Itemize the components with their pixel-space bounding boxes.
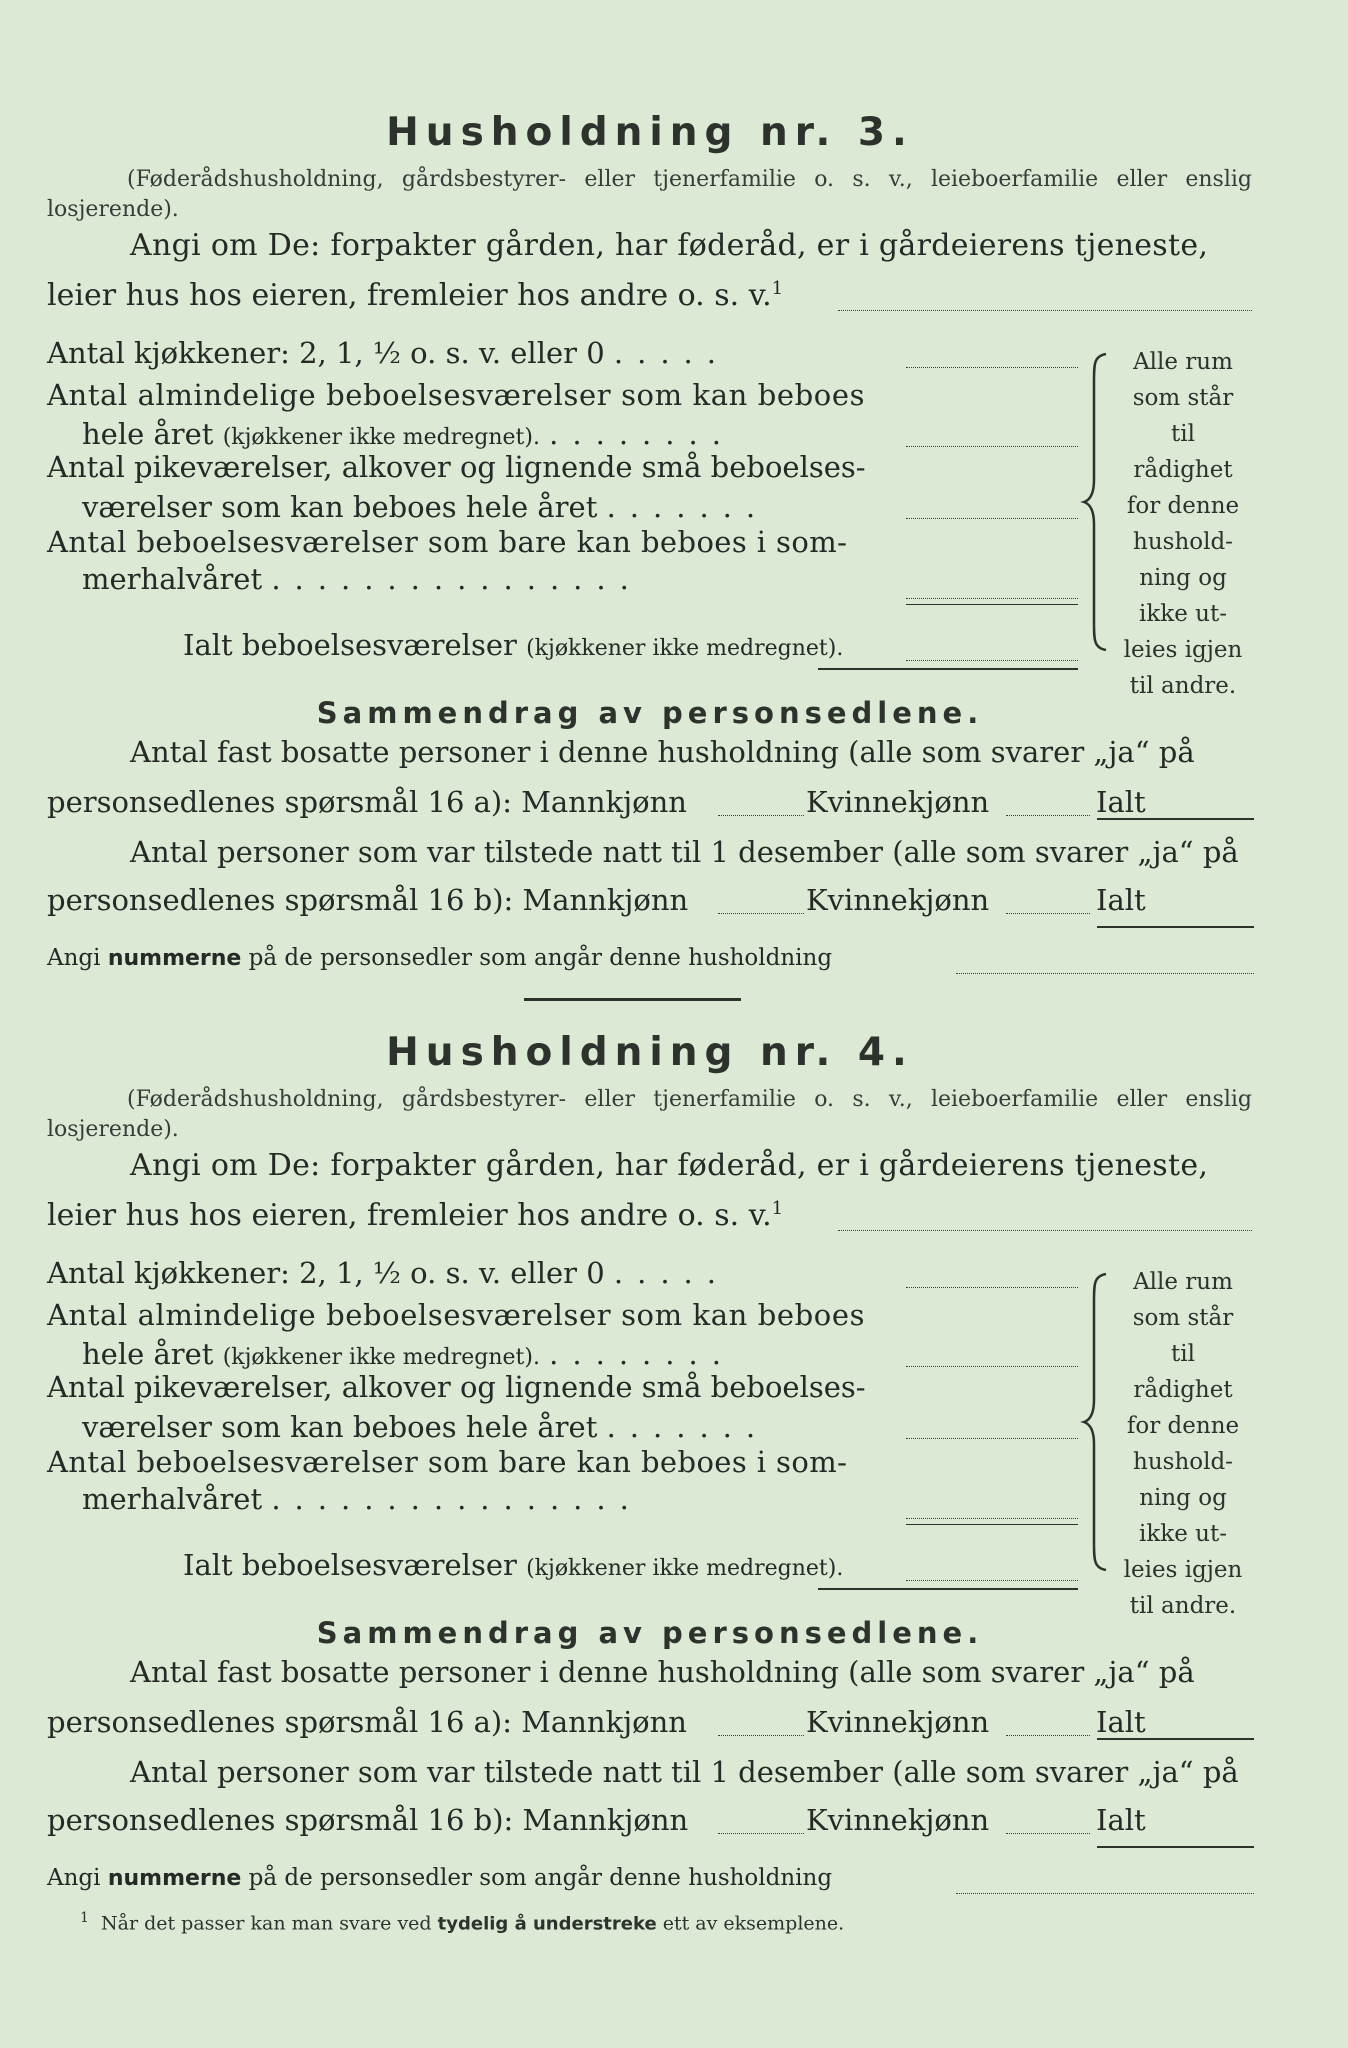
present-line-2: personsedlenes spørsmål 16 b): Mannkjønn bbox=[47, 1803, 689, 1837]
footnote-ref: 1 bbox=[771, 1198, 784, 1219]
present-female-label: Kvinnekjønn bbox=[806, 1803, 990, 1837]
side-note-line: hushold- bbox=[1133, 1449, 1233, 1475]
question-text: leier hus hos eieren, fremleier hos andre o. s. v. bbox=[47, 1198, 772, 1233]
sum-rule bbox=[906, 1524, 1078, 1525]
numbers-line bbox=[47, 1865, 832, 1891]
kitchens-field[interactable] bbox=[906, 367, 1078, 368]
arrangement-answer-field[interactable] bbox=[838, 310, 1252, 311]
present-total-label: Ialt bbox=[1096, 1803, 1146, 1837]
present-total-field[interactable] bbox=[1097, 926, 1254, 928]
footnote-prefix: Når det passer kan man svare ved bbox=[101, 1912, 432, 1935]
numbers-bold: nummerne bbox=[107, 1866, 242, 1891]
resident-total-label: Ialt bbox=[1096, 785, 1146, 819]
section-divider bbox=[524, 998, 741, 1001]
footnote-suffix: ett av eksemplene. bbox=[662, 1912, 845, 1935]
summer-rooms-line-1: Antal beboelsesværelser som bare kan beboes i som- bbox=[47, 525, 848, 559]
kitchens-field[interactable] bbox=[906, 1287, 1078, 1288]
side-note-line: hushold- bbox=[1133, 529, 1233, 555]
present-line-2: personsedlenes spørsmål 16 b): Mannkjønn bbox=[47, 883, 689, 917]
present-female-label: Kvinnekjønn bbox=[806, 883, 990, 917]
rooms-small: (kjøkkener ikke medregnet). bbox=[222, 425, 540, 450]
numbers-field[interactable] bbox=[956, 973, 1254, 974]
resident-total-label: Ialt bbox=[1096, 1705, 1146, 1739]
summer-rooms-field[interactable] bbox=[906, 598, 1078, 599]
household-title: Husholdning nr. 3. bbox=[386, 110, 914, 155]
summer-rooms-line-1: Antal beboelsesværelser som bare kan beboes i som- bbox=[47, 1445, 848, 1479]
question-text: leier hus hos eieren, fremleier hos andre o. s. v. bbox=[47, 278, 772, 313]
side-note bbox=[1118, 344, 1248, 704]
side-note-line: Alle rum bbox=[1133, 349, 1233, 375]
total-rooms-label bbox=[183, 628, 843, 662]
side-note-line: til andre. bbox=[1129, 673, 1237, 699]
numbers-suffix: på de personsedler som angår denne husholdning bbox=[248, 1865, 833, 1891]
numbers-prefix: Angi bbox=[47, 945, 101, 971]
side-note bbox=[1118, 1264, 1248, 1624]
side-note-line: som står til bbox=[1132, 1305, 1234, 1367]
resident-female-field[interactable] bbox=[1006, 1735, 1090, 1736]
resident-line-2: personsedlenes spørsmål 16 a): Mannkjønn bbox=[47, 1705, 687, 1739]
numbers-suffix: på de personsedler som angår denne husholdning bbox=[248, 945, 833, 971]
rooms-text: hele året bbox=[82, 417, 214, 451]
total-text: Ialt beboelsesværelser bbox=[183, 1548, 517, 1582]
rooms-field[interactable] bbox=[906, 446, 1078, 447]
rooms-line-1: Antal almindelige beboelsesværelser som kan beboes bbox=[47, 378, 866, 412]
maid-text: værelser som kan beboes hele året bbox=[82, 490, 598, 524]
total-small: (kjøkkener ikke medregnet). bbox=[526, 1556, 844, 1581]
rooms-line-2: hele året (kjøkkener ikke medregnet). ........ bbox=[82, 417, 735, 451]
resident-line-1: Antal fast bosatte personer i denne husholdning (alle som svarer „ja“ på bbox=[130, 735, 1195, 769]
side-note-line: leies igjen bbox=[1123, 637, 1243, 663]
numbers-field[interactable] bbox=[956, 1893, 1254, 1894]
side-note-line: rådighet bbox=[1133, 457, 1233, 483]
rooms-field[interactable] bbox=[906, 1366, 1078, 1367]
question-line-1: Angi om De: forpakter gården, har føderåd, er i gårdeierens tjeneste, bbox=[130, 1148, 1209, 1183]
arrangement-answer-field[interactable] bbox=[838, 1230, 1252, 1231]
total-rooms-field[interactable] bbox=[906, 1580, 1078, 1581]
numbers-bold: nummerne bbox=[107, 946, 242, 971]
resident-male-field[interactable] bbox=[718, 1735, 804, 1736]
summer-rooms-line-2: merhalvåret ................ bbox=[82, 1482, 643, 1516]
total-underline bbox=[818, 668, 1078, 670]
present-total-field[interactable] bbox=[1097, 1846, 1254, 1848]
household-type-note: (Føderådshusholdning, gårdsbestyrer- eller tjenerfamilie o. s. v., leieboerfamilie eller enslig losjerende). bbox=[47, 1087, 1252, 1142]
side-note-line: rådighet bbox=[1133, 1377, 1233, 1403]
total-underline bbox=[818, 1588, 1078, 1590]
total-rooms-field[interactable] bbox=[906, 660, 1078, 661]
resident-total-field[interactable] bbox=[1097, 1738, 1254, 1740]
side-note-line: ikke ut- bbox=[1139, 1521, 1227, 1547]
resident-female-label: Kvinnekjønn bbox=[806, 785, 990, 819]
present-male-field[interactable] bbox=[718, 913, 804, 914]
present-total-label: Ialt bbox=[1096, 883, 1146, 917]
summary-title: Sammendrag av personsedlene. bbox=[316, 1616, 984, 1650]
kitchens-text: Antal kjøkkener: 2, 1, ½ o. s. v. eller 0 bbox=[47, 1256, 605, 1290]
brace-icon bbox=[1080, 352, 1110, 652]
household-title: Husholdning nr. 4. bbox=[386, 1030, 914, 1075]
rooms-small: (kjøkkener ikke medregnet). bbox=[222, 1345, 540, 1370]
rooms-line-2: hele året (kjøkkener ikke medregnet). ........ bbox=[82, 1337, 735, 1371]
numbers-line bbox=[47, 945, 832, 971]
maid-rooms-line-2: værelser som kan beboes hele året ....... bbox=[82, 490, 770, 524]
resident-male-field[interactable] bbox=[718, 815, 804, 816]
summary-title: Sammendrag av personsedlene. bbox=[316, 696, 984, 730]
resident-female-label: Kvinnekjønn bbox=[806, 1705, 990, 1739]
side-note-line: ning og bbox=[1139, 1485, 1227, 1511]
summer-text: merhalvåret bbox=[82, 562, 263, 596]
kitchens-label: Antal kjøkkener: 2, 1, ½ o. s. v. eller 0 ..... bbox=[47, 336, 730, 370]
summer-text: merhalvåret bbox=[82, 1482, 263, 1516]
kitchens-text: Antal kjøkkener: 2, 1, ½ o. s. v. eller 0 bbox=[47, 336, 605, 370]
rooms-text: hele året bbox=[82, 1337, 214, 1371]
total-rooms-label bbox=[183, 1548, 843, 1582]
resident-female-field[interactable] bbox=[1006, 815, 1090, 816]
side-note-line: ikke ut- bbox=[1139, 601, 1227, 627]
side-note-line: Alle rum bbox=[1133, 1269, 1233, 1295]
maid-text: værelser som kan beboes hele året bbox=[82, 1410, 598, 1444]
present-line-1: Antal personer som var tilstede natt til 1 desember (alle som svarer „ja“ på bbox=[130, 835, 1239, 869]
brace-icon bbox=[1080, 1272, 1110, 1572]
present-female-field[interactable] bbox=[1006, 1833, 1090, 1834]
maid-rooms-line-1: Antal pikeværelser, alkover og lignende små beboelses- bbox=[47, 1370, 866, 1404]
maid-rooms-line-1: Antal pikeværelser, alkover og lignende små beboelses- bbox=[47, 450, 866, 484]
total-small: (kjøkkener ikke medregnet). bbox=[526, 636, 844, 661]
footnote bbox=[80, 1910, 844, 1934]
maid-rooms-field[interactable] bbox=[906, 1438, 1078, 1439]
side-note-line: ning og bbox=[1139, 565, 1227, 591]
question-line-2 bbox=[47, 278, 783, 313]
side-note-line: som står til bbox=[1132, 385, 1234, 447]
maid-rooms-line-2: værelser som kan beboes hele året ....... bbox=[82, 1410, 770, 1444]
household-type-note: (Føderådshusholdning, gårdsbestyrer- eller tjenerfamilie o. s. v., leieboerfamilie eller enslig losjerende). bbox=[47, 167, 1252, 222]
question-line-1: Angi om De: forpakter gården, har føderåd, er i gårdeierens tjeneste, bbox=[130, 228, 1209, 263]
summer-rooms-field[interactable] bbox=[906, 1518, 1078, 1519]
side-note-line: for denne bbox=[1126, 493, 1240, 519]
resident-total-field[interactable] bbox=[1097, 818, 1254, 820]
total-text: Ialt beboelsesværelser bbox=[183, 628, 517, 662]
present-male-field[interactable] bbox=[718, 1833, 804, 1834]
sum-rule bbox=[906, 604, 1078, 605]
footnote-marker: 1 bbox=[80, 1910, 89, 1926]
resident-line-2: personsedlenes spørsmål 16 a): Mannkjønn bbox=[47, 785, 687, 819]
footnote-bold: tydelig å understreke bbox=[437, 1913, 657, 1935]
resident-line-1: Antal fast bosatte personer i denne husholdning (alle som svarer „ja“ på bbox=[130, 1655, 1195, 1689]
side-note-line: til andre. bbox=[1129, 1593, 1237, 1619]
side-note-line: for denne bbox=[1126, 1413, 1240, 1439]
numbers-prefix: Angi bbox=[47, 1865, 101, 1891]
footnote-ref: 1 bbox=[771, 278, 784, 299]
present-female-field[interactable] bbox=[1006, 913, 1090, 914]
question-line-2 bbox=[47, 1198, 783, 1233]
maid-rooms-field[interactable] bbox=[906, 518, 1078, 519]
summer-rooms-line-2: merhalvåret ................ bbox=[82, 562, 643, 596]
side-note-line: leies igjen bbox=[1123, 1557, 1243, 1583]
rooms-line-1: Antal almindelige beboelsesværelser som kan beboes bbox=[47, 1298, 866, 1332]
kitchens-label: Antal kjøkkener: 2, 1, ½ o. s. v. eller 0 ..... bbox=[47, 1256, 730, 1290]
present-line-1: Antal personer som var tilstede natt til 1 desember (alle som svarer „ja“ på bbox=[130, 1755, 1239, 1789]
